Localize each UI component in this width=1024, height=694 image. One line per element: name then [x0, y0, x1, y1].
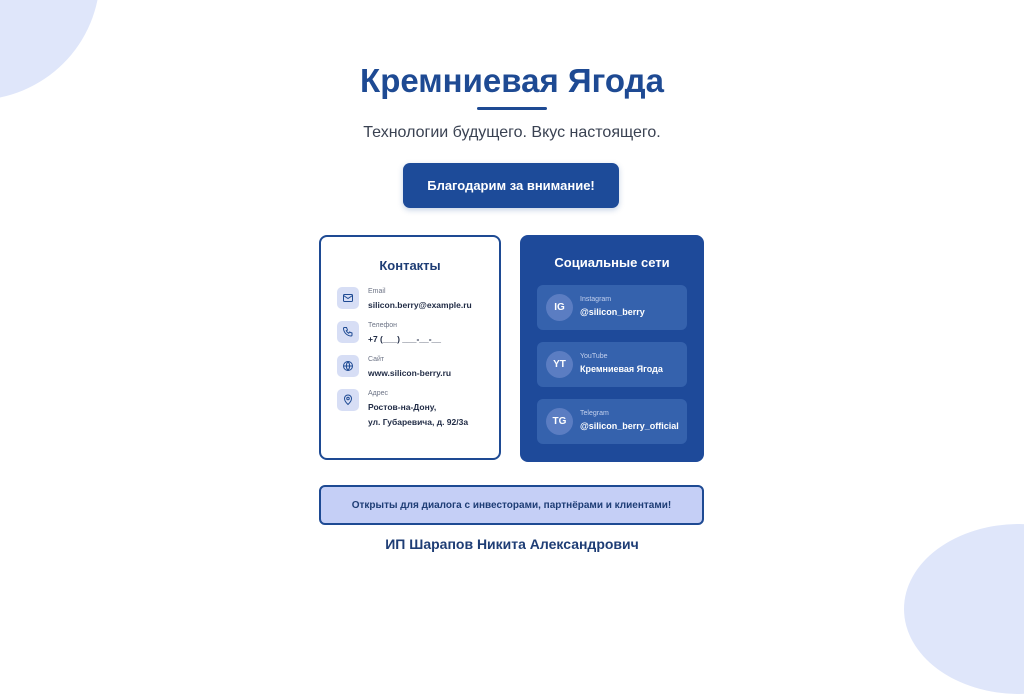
- social-title: Социальные сети: [554, 255, 670, 270]
- social-handle: Кремниевая Ягода: [580, 364, 663, 374]
- mail-icon: [337, 287, 359, 309]
- thanks-button[interactable]: Благодарим за внимание!: [403, 163, 619, 208]
- social-item-instagram[interactable]: [537, 285, 687, 330]
- contact-label: Сайт: [368, 356, 385, 363]
- contact-value: +7 (___) ___-__-__: [368, 334, 442, 344]
- contacts-card: [319, 235, 501, 460]
- phone-icon: [337, 321, 359, 343]
- social-handle: @silicon_berry: [580, 307, 645, 317]
- contact-value: Ростов-на-Дону,: [368, 402, 437, 412]
- contact-value: www.silicon-berry.ru: [368, 368, 452, 378]
- social-item-youtube[interactable]: [537, 342, 687, 387]
- contact-label: Email: [368, 288, 386, 295]
- dialog-banner: Открыты для диалога с инвесторами, партнёрами и клиентами!: [319, 485, 704, 525]
- owner-name: ИП Шарапов Никита Александрович: [385, 536, 639, 552]
- globe-icon: [337, 355, 359, 377]
- social-item-telegram[interactable]: [537, 399, 687, 444]
- page-title: Кремниевая Ягода: [360, 62, 664, 99]
- social-platform: YouTube: [580, 353, 608, 360]
- contact-label: Телефон: [368, 322, 398, 329]
- social-platform: Telegram: [580, 410, 609, 417]
- contact-value-line2: ул. Губаревича, д. 92/3а: [368, 417, 469, 427]
- contact-value: silicon.berry@example.ru: [368, 300, 472, 310]
- youtube-badge-icon: YT: [546, 351, 573, 378]
- social-platform: Instagram: [580, 296, 612, 303]
- location-icon: [337, 389, 359, 411]
- social-card: [520, 235, 704, 462]
- social-handle: @silicon_berry_official: [580, 421, 679, 431]
- instagram-badge-icon: IG: [546, 294, 573, 321]
- tagline: Технологии будущего. Вкус настоящего.: [363, 124, 661, 141]
- title-underline: [477, 107, 547, 110]
- contact-label: Адрес: [368, 390, 389, 397]
- contacts-title: Контакты: [379, 258, 441, 273]
- telegram-badge-icon: TG: [546, 408, 573, 435]
